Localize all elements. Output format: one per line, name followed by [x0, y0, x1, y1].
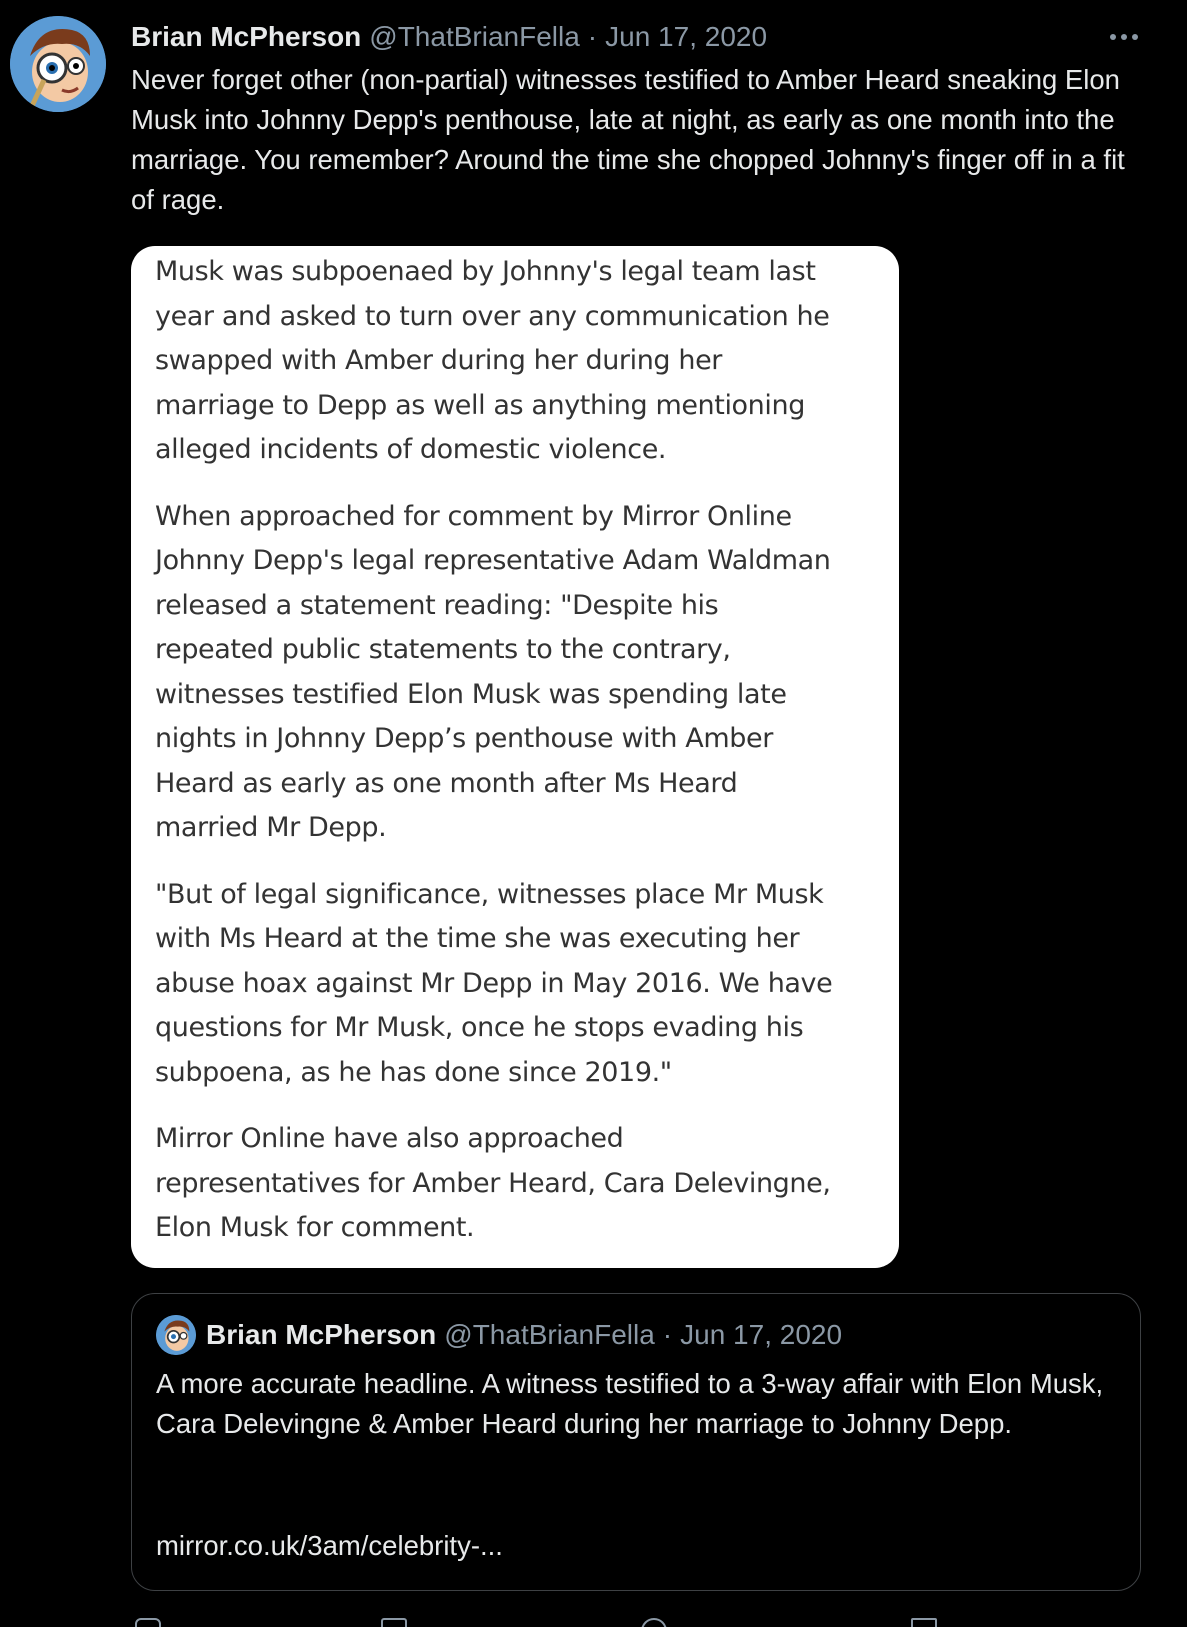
quoted-avatar: [156, 1315, 196, 1355]
quoted-tweet-date: Jun 17, 2020: [680, 1319, 843, 1350]
image-paragraph: "But of legal significance, witnesses place Mr Musk with Ms Heard at the time she was executing her abuse hoax against Mr Depp in May 2016. We have questions for Mr Musk, once he stops evading his subpoena, as he has done since 2019.": [155, 878, 833, 1088]
image-paragraph: Musk was subpoenaed by Johnny's legal team last year and asked to turn over any communication he swapped with Amber during her during her marriage to Depp as well as anything mentioning alleged incidents of domestic violence.: [155, 256, 830, 465]
tweet-text: Never forget other (non-partial) witnesses testified to Amber Heard sneaking Elon Musk into Johnny Depp's penthouse, late at night, as early as one month into the marriage. You remember? Around the time she chopped Johnny's finger off in a fit of rage.: [131, 64, 1125, 215]
image-paragraph: Mirror Online have also approached representatives for Amber Heard, Cara Delevingne, Elon Musk for comment.: [155, 1123, 831, 1243]
cartoon-avatar-icon: [10, 16, 106, 112]
image-paragraph: When approached for comment by Mirror Online Johnny Depp's legal representative Adam Waldman released a statement reading: "Despite his repeated public statements to the contrary, witnesses testified Elon Musk was spending late nights in Johnny Depp’s penthouse with Amber Heard as early as one month after Ms Heard married Mr Depp.: [155, 500, 831, 843]
like-icon[interactable]: [641, 1618, 667, 1627]
quoted-tweet-header: [156, 1316, 842, 1354]
quoted-user-handle: @ThatBrianFella: [444, 1319, 655, 1350]
tweet-header: [131, 18, 767, 56]
display-name[interactable]: Brian McPherson: [131, 21, 362, 52]
tweet-actions: [131, 1610, 1141, 1627]
quoted-tweet-link[interactable]: mirror.co.uk/3am/celebrity-...: [156, 1530, 503, 1561]
user-handle[interactable]: @ThatBrianFella: [369, 21, 580, 52]
share-icon[interactable]: [911, 1618, 937, 1627]
separator: ·: [587, 21, 598, 52]
cartoon-avatar-icon: [156, 1315, 196, 1355]
attached-image[interactable]: [131, 246, 899, 1268]
quoted-tweet-text: A more accurate headline. A witness testified to a 3-way affair with Elon Musk, Cara Delevingne & Amber Heard during her marriage to Johnny Depp.: [156, 1368, 1104, 1439]
quoted-display-name: Brian McPherson: [206, 1319, 437, 1350]
avatar[interactable]: [10, 16, 106, 112]
separator: ·: [662, 1319, 673, 1350]
retweet-icon[interactable]: [381, 1618, 407, 1627]
quoted-tweet[interactable]: [131, 1293, 1141, 1591]
tweet-date[interactable]: Jun 17, 2020: [605, 21, 768, 52]
more-horizontal-icon[interactable]: [1104, 22, 1144, 52]
reply-icon[interactable]: [135, 1618, 161, 1627]
